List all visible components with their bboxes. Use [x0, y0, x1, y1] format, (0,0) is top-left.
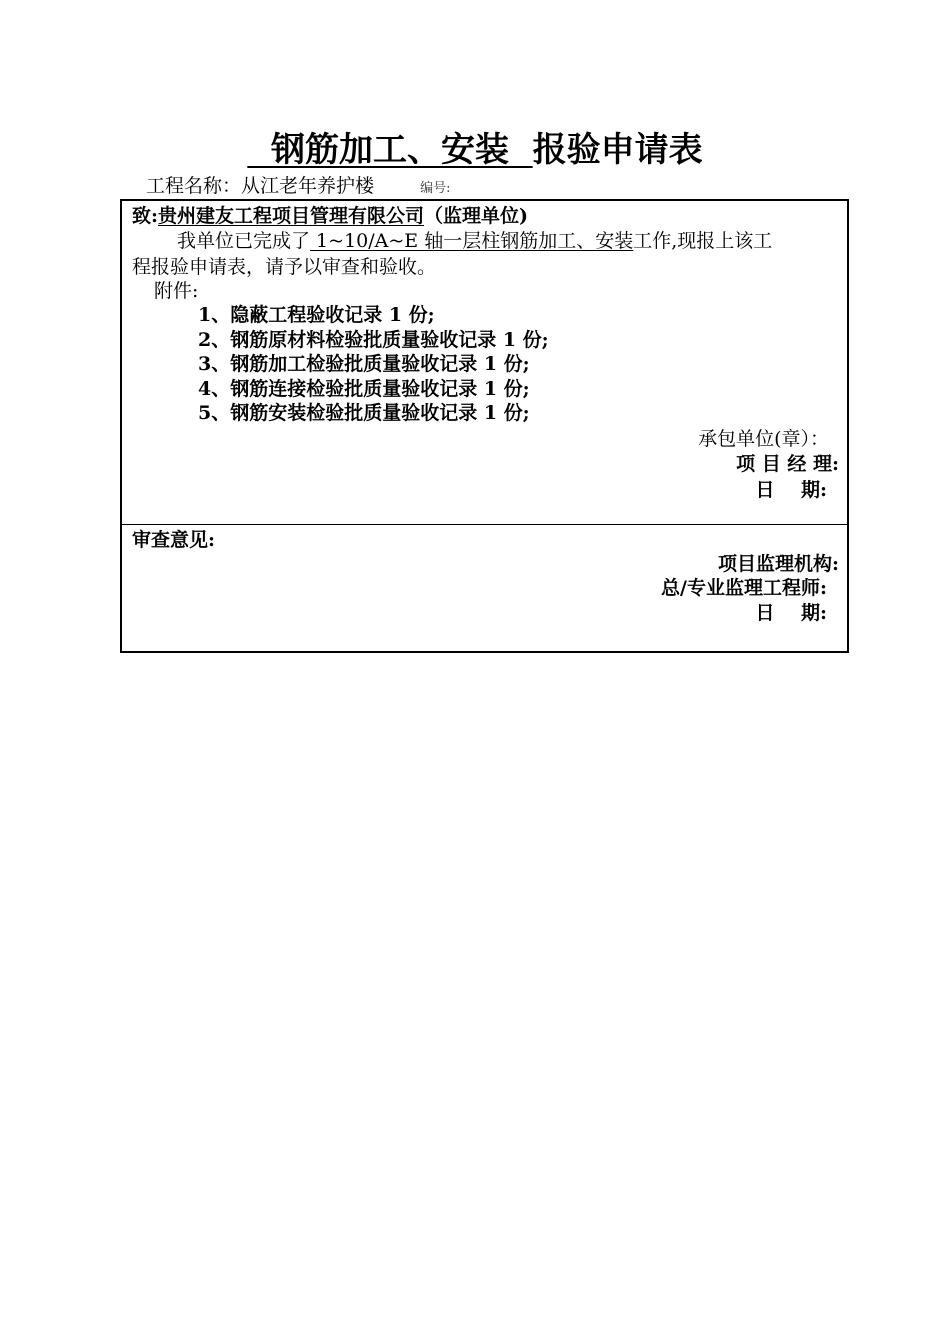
- supervision-agency-label: 项目监理机构:: [717, 553, 839, 575]
- recipient-name: 贵州建友工程项目管理有限公司: [158, 205, 425, 227]
- form-title: [0, 128, 950, 172]
- project-name-label: 工程名称：: [146, 175, 242, 197]
- attachment-item: 2、钢筋原材料检验批质量验收记录 1 份;: [198, 329, 549, 351]
- recipient-suffix: （监理单位): [424, 205, 529, 227]
- attachment-item: 5、钢筋安装检验批质量验收记录 1 份;: [198, 402, 530, 424]
- review-date-label: 日 期:: [755, 602, 827, 624]
- recipient-line: [132, 204, 528, 228]
- application-body-line-2: 程报验申请表，请予以审查和验收。: [132, 256, 437, 278]
- to-label: 致:: [132, 205, 159, 227]
- application-section: [122, 201, 847, 525]
- project-info-line: [146, 174, 450, 201]
- supervision-engineer-label: 总/专业监理工程师:: [661, 577, 827, 599]
- project-manager-label: 项 目 经 理:: [736, 453, 839, 475]
- attachment-item: 3、钢筋加工检验批质量验收记录 1 份;: [198, 353, 530, 375]
- number-label: 编号:: [420, 181, 451, 196]
- project-name-value: 从江老年养护楼: [241, 175, 375, 197]
- application-body-line-1: [177, 229, 772, 253]
- title-form-type: 报验申请表: [532, 130, 703, 170]
- work-scope: 1~10/A~E 轴一层柱钢筋加工、安装: [310, 230, 634, 252]
- review-section: [122, 525, 847, 651]
- review-opinion-label: 审查意见:: [132, 529, 216, 551]
- application-form: [120, 199, 849, 653]
- attachment-item: 4、钢筋连接检验批质量验收记录 1 份;: [198, 378, 530, 400]
- body-suffix: 工作,现报上该工: [633, 230, 773, 252]
- attachment-item: 1、隐蔽工程验收记录 1 份;: [198, 304, 435, 326]
- title-subject: 钢筋加工、安装: [247, 130, 533, 170]
- contractor-seal-label: 承包单位(章）：: [698, 428, 829, 450]
- body-prefix: 我单位已完成了: [177, 230, 311, 252]
- application-date-label: 日 期:: [755, 479, 827, 501]
- attachments-label: 附件:: [154, 280, 199, 302]
